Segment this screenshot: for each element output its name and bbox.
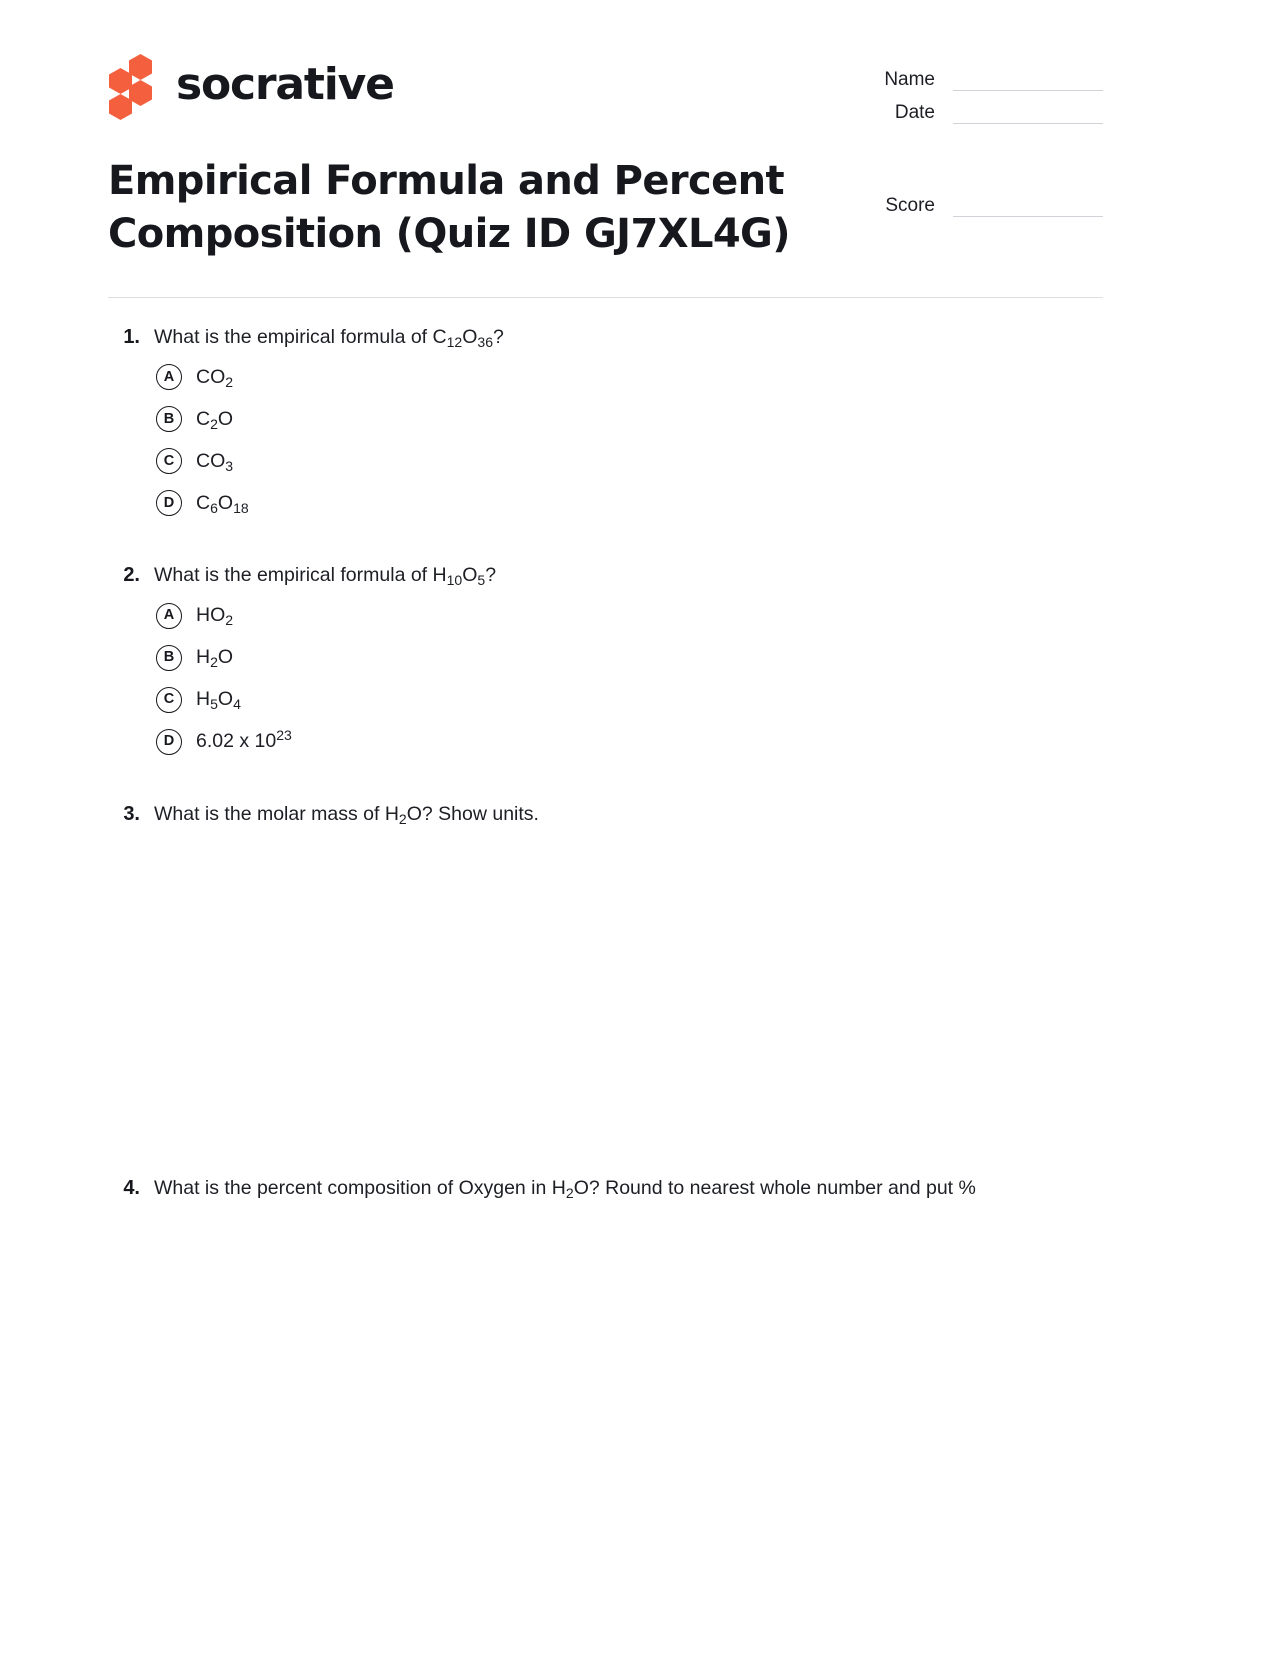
question-text: What is the molar mass of $H_2O$? Show units.: [154, 802, 539, 827]
question-text: What is the empirical formula of $C_{12}O_{36}$?: [154, 326, 504, 350]
header-divider: [108, 297, 1103, 298]
question-header: [108, 560, 1167, 590]
date-label: Date: [894, 102, 935, 123]
subscript: 5: [477, 572, 486, 589]
subscript: 12: [446, 333, 463, 350]
question-block: [108, 799, 1167, 1129]
question-number: 4.: [123, 1176, 140, 1199]
hexagon-icon: [109, 94, 132, 120]
page-header: [0, 0, 1275, 258]
option-bubble-icon[interactable]: A: [156, 603, 182, 629]
answer-option-b[interactable]: [108, 406, 1167, 432]
answer-writing-space[interactable]: [108, 829, 1167, 1129]
option-text: $CO_2$: [196, 365, 234, 390]
subscript: 4: [233, 695, 241, 712]
question-header: [108, 1173, 1167, 1203]
answer-option-a[interactable]: [108, 603, 1167, 629]
score-input[interactable]: [953, 197, 1103, 217]
option-bubble-icon[interactable]: D: [156, 729, 182, 755]
subscript: 10: [446, 572, 463, 589]
answer-option-a[interactable]: [108, 364, 1167, 390]
date-field-row: [863, 103, 1103, 124]
answer-option-d[interactable]: [108, 726, 1167, 755]
option-text: $H_2O$: [196, 645, 234, 670]
score-field: [863, 196, 1103, 229]
option-bubble-icon[interactable]: B: [156, 406, 182, 432]
subscript: 2: [210, 653, 218, 670]
hexagon-icon: [129, 80, 152, 106]
page-title: Empirical Formula and Percent Composition (Quiz ID GJ7XL4G): [108, 158, 790, 258]
question-block: [108, 322, 1167, 516]
option-text: $HO_2$: [196, 603, 234, 628]
subscript: 18: [233, 499, 249, 516]
question-text: What is the empirical formula of $H_{10}O_5$?: [154, 564, 497, 589]
question-block: [108, 1173, 1167, 1503]
subscript: 2: [398, 810, 407, 827]
option-text: 6.02 x $10^{23}$: [196, 726, 292, 752]
question-header: [108, 322, 1167, 352]
option-bubble-icon[interactable]: C: [156, 687, 182, 713]
option-bubble-icon[interactable]: B: [156, 645, 182, 671]
student-meta-fields: [863, 70, 1103, 136]
name-input[interactable]: [953, 71, 1103, 91]
option-bubble-icon[interactable]: A: [156, 364, 182, 390]
option-bubble-icon[interactable]: C: [156, 448, 182, 474]
subscript: 6: [210, 499, 218, 516]
socrative-hexagon-logo-icon: [108, 54, 160, 112]
hexagon-icon: [109, 68, 132, 94]
name-field-row: [863, 70, 1103, 91]
option-text: $C_2O$: [196, 407, 234, 432]
subscript: 2: [210, 415, 218, 432]
option-text: $H_5O_4$: [196, 687, 241, 712]
subscript: 36: [477, 333, 493, 350]
question-text: What is the percent composition of Oxygen in $H_2O$? Round to nearest whole number and put %: [154, 1176, 976, 1201]
option-text: $CO_3$: [196, 449, 234, 474]
answer-option-c[interactable]: [108, 448, 1167, 474]
option-bubble-icon[interactable]: D: [156, 490, 182, 516]
answer-writing-space[interactable]: [108, 1203, 1167, 1503]
subscript: 3: [225, 457, 234, 474]
subscript: 2: [225, 373, 234, 390]
answer-option-d[interactable]: [108, 490, 1167, 516]
question-header: [108, 799, 1167, 829]
score-label: Score: [885, 195, 935, 216]
subscript: 2: [565, 1184, 574, 1201]
name-label: Name: [884, 69, 935, 90]
question-number: 1.: [123, 326, 140, 348]
question-list: [108, 322, 1167, 1503]
subscript: 5: [210, 695, 218, 712]
question-number: 2.: [123, 564, 140, 587]
subscript: 2: [225, 611, 234, 628]
date-input[interactable]: [953, 104, 1103, 124]
question-number: 3.: [123, 802, 140, 825]
superscript: 23: [276, 726, 292, 743]
score-field-row: [863, 196, 1103, 217]
answer-option-b[interactable]: [108, 645, 1167, 671]
hexagon-icon: [129, 54, 152, 80]
answer-option-c[interactable]: [108, 687, 1167, 713]
answer-options: [108, 364, 1167, 516]
question-block: [108, 560, 1167, 754]
brand-name: socrative: [176, 59, 394, 110]
option-text: $C_6O_{18}$: [196, 491, 249, 516]
answer-options: [108, 603, 1167, 755]
